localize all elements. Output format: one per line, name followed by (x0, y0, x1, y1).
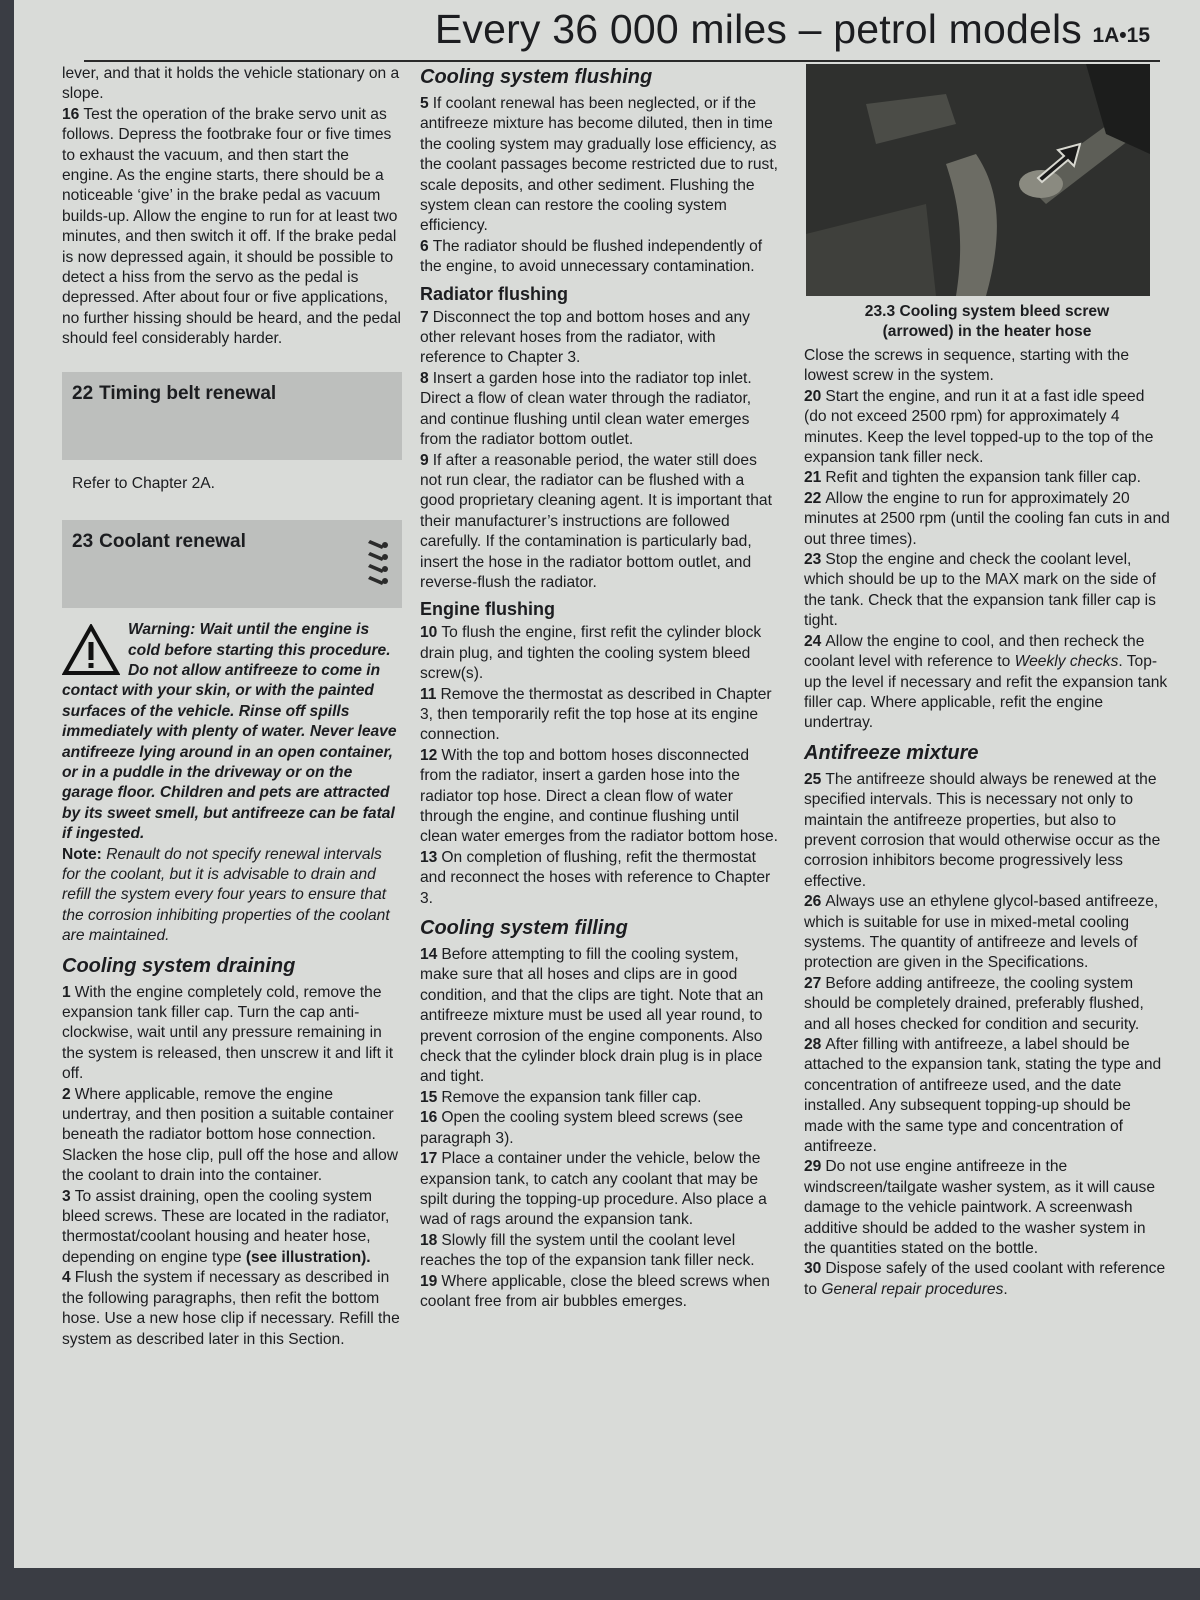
section-22-refer: Refer to Chapter 2A. (72, 474, 216, 492)
photo-bleed-screw (806, 64, 1150, 296)
paragraph-8: 8 Insert a garden hose into the radiator top inlet. Direct a flow of clean water through the radiator, and continue flushing until clean water emerges from the radiator bottom outlet. (420, 369, 752, 449)
paragraph-23: 23 Stop the engine and check the coolant level, which should be up to the MAX mark on the side of the tank. Check that the expansion tank filler cap is tight. (804, 551, 1156, 630)
page-number: 1A•15 (1092, 24, 1150, 47)
paragraph-19: 19 Where applicable, close the bleed screws when coolant free from air bubbles emerges. (420, 1272, 770, 1310)
paragraph-21: 21 Refit and tighten the expansion tank filler cap. (804, 469, 1141, 487)
paragraph-13: 13 On completion of flushing, refit the thermostat and reconnect the hoses with reference to Chapter 3. (420, 848, 771, 907)
paragraph-5: 5 If coolant renewal has been neglected, or if the antifreeze mixture has become diluted, then in time the cooling system may gradually lose efficiency, as the coolant passages become restricted due to rust, scale deposits, and other sediment. Flushing the system clean can restore the cooling system efficiency. (420, 95, 778, 235)
heading-cooling-filling: Cooling system filling (420, 917, 628, 940)
paragraph-15: 15 Remove the expansion tank filler cap. (420, 1088, 702, 1106)
page-header (84, 0, 1160, 62)
paragraph-25: 25 The antifreeze should always be renewed at the specified intervals. This is necessary not only to maintain the antifreeze properties, but also to prevent corrosion that would otherwise occur as the corrosion inhibitors become progressively less effective. (804, 770, 1161, 890)
paragraph-26: 26 Always use an ethylene glycol-based antifreeze, which is suitable for use in mixed-metal cooling systems. The quantity of antifreeze and levels of protection are given in the Specifications. (804, 893, 1159, 972)
paragraph-20: 20 Start the engine, and run it at a fast idle speed (do not exceed 2500 rpm) for approximately 4 minutes. Keep the level topped-up to the top of the expansion tank filler neck. (804, 387, 1154, 467)
heading-antifreeze-mixture: Antifreeze mixture (804, 741, 979, 764)
warning-block (62, 620, 402, 844)
section-22-title: 22 Timing belt renewal (72, 382, 277, 404)
section-23-title: 23 Coolant renewal (72, 531, 246, 553)
column-right (804, 64, 1170, 1300)
paragraph-12: 12 With the top and bottom hoses disconnected from the radiator, insert a garden hose into the radiator top hose. Direct a clean flow of water through the engine, and continue flushing until clean water emerges from the radiator bottom hose. (420, 746, 778, 846)
paragraph-1: 1 With the engine completely cold, remove the expansion tank filler cap. Turn the cap anti-clockwise, wait until any pressure remaining in the system is released, then unscrew it and lift it off. (62, 983, 394, 1083)
paragraph-22: 22 Allow the engine to run for approximately 20 minutes at 2500 rpm (until the cooling fan cuts in and out three times). (804, 489, 1170, 548)
arrow-icon (1034, 134, 1114, 184)
heading-engine-flushing: Engine flushing (420, 599, 555, 620)
paragraph-16b: 16 Open the cooling system bleed screws (see paragraph 3). (420, 1109, 743, 1147)
paragraph-6: 6 The radiator should be flushed independently of the engine, to avoid unnecessary contamination. (420, 237, 763, 276)
heading-radiator-flushing: Radiator flushing (420, 283, 568, 304)
heading-cooling-draining: Cooling system draining (62, 954, 296, 977)
warning-text: Warning: Wait until the engine is cold before starting this procedure. Do not allow antifreeze to come in contact with your skin, or with the painted surfaces of the vehicle. Rinse off spills immediately with plenty of water. Never leave antifreeze lying around in an open container, or in a puddle in the driveway or on the garage floor. Children and pets are attracted by its sweet smell, but antifreeze can be fatal if ingested. (62, 621, 397, 843)
paragraph-17: 17 Place a container under the vehicle, below the expansion tank, to catch any coolant that may be spilt during the topping-up procedure. Also place a wad of rags around the expansion tank. (420, 1150, 767, 1229)
paragraph-2: 2 Where applicable, remove the engine undertray, and then position a suitable container beneath the radiator bottom hose connection. Slacken the hose clip, pull off the hose and allow the coolant to drain into the container. (62, 1085, 399, 1185)
manual-page (14, 0, 1200, 1568)
paragraph-30: 30 Dispose safely of the used coolant with reference to General repair procedures. (804, 1260, 1166, 1298)
paragraph-29: 29 Do not use engine antifreeze in the windscreen/tailgate washer system, as it will cause damage to the vehicle paintwork. A screenwash additive should be added to the washer system in the quantities stated on the bottle. (804, 1158, 1156, 1258)
paragraph-28: 28 After filling with antifreeze, a label should be attached to the expansion tank, stating the type and concentration of antifreeze used, and the date installed. Any subsequent topping-up should be made with the same type and concentration of antifreeze. (804, 1036, 1162, 1156)
paragraph-16: 16 Test the operation of the brake servo unit as follows. Depress the footbrake four or five times to exhaust the vacuum, and then start the engine. As the engine starts, there should be a noticeable ‘give’ in the brake pedal as vacuum builds-up. Allow the engine to run for at least two minutes, and then switch it off. If the brake pedal is now depressed again, it should be possible to detect a hiss from the servo as the pedal is depressed. After about four or five applications, no further hissing should be heard, and the pedal should feel considerably harder. (62, 105, 401, 348)
heading-cooling-flushing: Cooling system flushing (420, 66, 653, 88)
paragraph-7: 7 Disconnect the top and bottom hoses and any other relevant hoses from the radiator, with reference to Chapter 3. (420, 308, 750, 367)
page-title: Every 36 000 miles – petrol models (434, 6, 1082, 52)
section-23-box (62, 520, 402, 608)
paragraph-11: 11 Remove the thermostat as described in Chapter 3, then temporarily refit the top hose at its engine connection. (420, 685, 772, 744)
paragraph-3: 3 To assist draining, open the cooling system bleed screws. These are located in the radiator, thermostat/coolant housing and heater hose, depending on engine type (see illustration). (62, 1187, 390, 1266)
column-left (62, 64, 402, 1350)
photo-caption: 23.3 Cooling system bleed screw (arrowed) in the heater hose (864, 303, 1110, 340)
paragraph-9: 9 If after a reasonable period, the water still does not run clear, the radiator can be flushed with a good proprietary cleaning agent. It is important that their manufacturer’s instructions are followed carefully. If the contamination is particularly bad, insert the hose in the radiator bottom outlet, and reverse-flush the radiator. (420, 451, 772, 591)
paragraph-14: 14 Before attempting to fill the cooling system, make sure that all hoses and clips are in good condition, and that the clips are tight. Note that an antifreeze mixture must be used all year round, to prevent corrosion of the engine components. Also check that the cylinder block drain plug is in place and tight. (420, 946, 764, 1086)
paragraph-4: 4 Flush the system if necessary as described in the following paragraphs, then refit the bottom hose. Use a new hose clip if necessary. Refill the system as described later in this Section. (62, 1269, 400, 1348)
paragraph-close-screws: Close the screws in sequence, starting with the lowest screw in the system. (804, 347, 1130, 385)
spanner-rating-icon (366, 534, 390, 592)
paragraph-10: 10 To flush the engine, first refit the cylinder block drain plug, and tighten the cooling system bleed screw(s). (420, 624, 762, 683)
note-paragraph: Note: Renault do not specify renewal intervals for the coolant, but it is advisable to drain and refill the system every four years to ensure that the corrosion inhibiting properties of the coolant are maintained. (62, 845, 390, 945)
paragraph-continued: lever, and that it holds the vehicle stationary on a slope. (62, 65, 400, 103)
section-22-box (62, 372, 402, 460)
warning-triangle-icon (62, 624, 120, 676)
paragraph-24: 24 Allow the engine to cool, and then recheck the coolant level with reference to Weekly checks. Top-up the level if necessary and refit the expansion tank filler cap. Where applicable, refit the engine undertray. (804, 632, 1168, 732)
paragraph-18: 18 Slowly fill the system until the coolant level reaches the top of the expansion tank filler neck. (420, 1231, 755, 1270)
paragraph-27: 27 Before adding antifreeze, the cooling system should be completely drained, preferably flushed, and all hoses checked for condition and security. (804, 974, 1144, 1033)
column-middle (420, 64, 780, 1312)
